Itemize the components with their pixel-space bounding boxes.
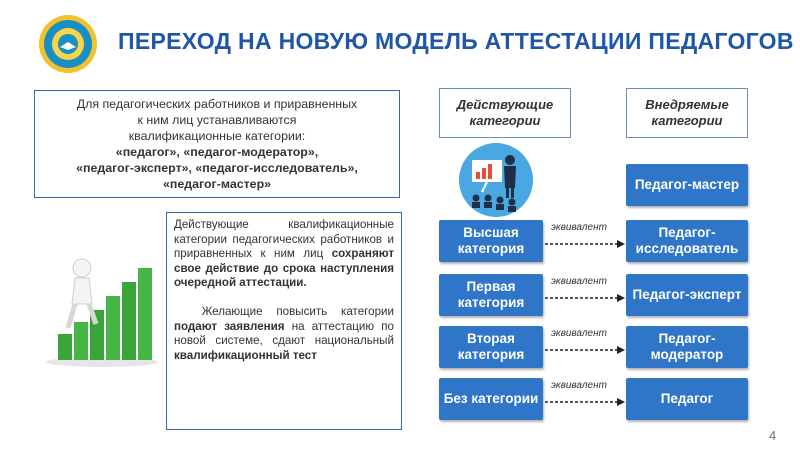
intro-line: квалификационные категории: (128, 129, 306, 143)
details-paragraph-1 (174, 218, 394, 291)
details-text-bold: подают заявления (174, 319, 285, 333)
current-categories-header: Действующие категории (439, 88, 571, 138)
equivalent-arrow-icon (545, 342, 625, 352)
category-first: Первая категория (439, 274, 543, 316)
details-text: на аттестацию по новой системе, сдают национальный (174, 319, 394, 348)
page-number: 4 (769, 428, 777, 443)
equivalent-arrow-icon (545, 394, 625, 404)
details-text: Желающие повысить категории (201, 304, 394, 318)
equivalent-label: эквивалент (551, 380, 607, 391)
equivalent-label: эквивалент (551, 328, 607, 339)
category-second: Вторая категория (439, 326, 543, 368)
intro-line: «педагог-эксперт», «педагог-исследователь», (76, 161, 358, 175)
teacher-presentation-icon (458, 142, 534, 218)
details-paragraph-2 (174, 305, 394, 363)
equivalent-label: эквивалент (551, 276, 607, 287)
equivalent-arrow-icon (545, 290, 625, 300)
category-teacher: Педагог (626, 378, 748, 420)
category-none: Без категории (439, 378, 543, 420)
emblem-logo (38, 14, 98, 74)
category-teacher-expert: Педагог-эксперт (626, 274, 748, 316)
intro-line: Для педагогических работников и приравненных (76, 97, 358, 111)
intro-line: «педагог-мастер» (162, 177, 272, 191)
details-text-bold: квалификационный тест (174, 348, 317, 362)
category-highest: Высшая категория (439, 220, 543, 262)
intro-line: «педагог», «педагог-модератор», (115, 145, 319, 159)
equivalent-label: эквивалент (551, 222, 607, 233)
equivalent-arrow-icon (545, 236, 625, 246)
intro-box (34, 90, 400, 198)
category-teacher-moderator: Педагог-модератор (626, 326, 748, 368)
details-box (166, 212, 402, 430)
details-text-bold: сохраняют свое действие до срока наступления очередной аттестации. (174, 247, 394, 290)
category-teacher-master: Педагог-мастер (626, 164, 748, 206)
stairs-growth-figure (42, 238, 160, 368)
page-title: ПЕРЕХОД НА НОВУЮ МОДЕЛЬ АТТЕСТАЦИИ ПЕДАГОГОВ (118, 28, 794, 54)
details-text: Действующие квалификационные категории педагогических работников и приравненных к ним лиц (174, 218, 394, 261)
new-categories-header: Внедряемые категории (626, 88, 748, 138)
intro-line: к ним лиц устанавливаются (137, 113, 297, 127)
category-teacher-researcher: Педагог-исследователь (626, 220, 748, 262)
